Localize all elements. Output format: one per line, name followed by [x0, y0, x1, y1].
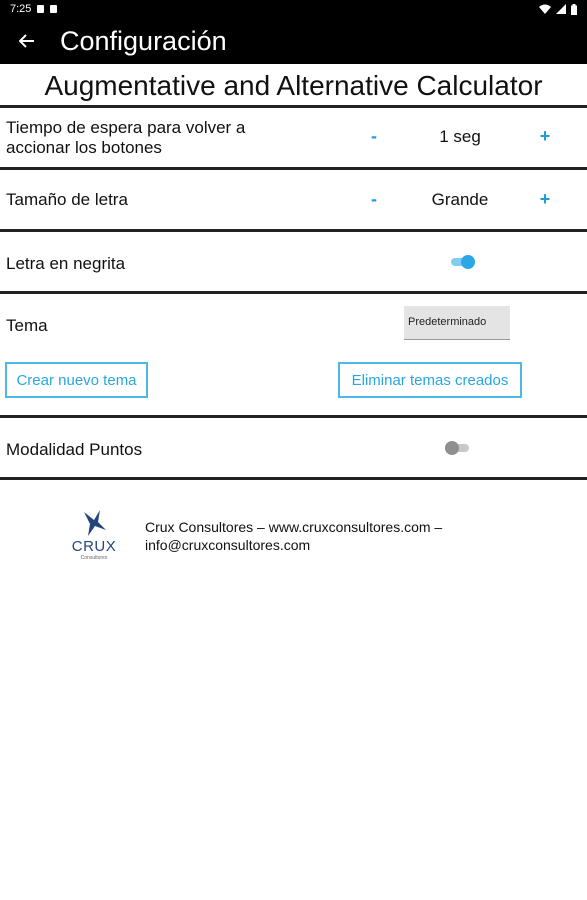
footer-line1: Crux Consultores – www.cruxconsultores.com –: [145, 519, 443, 535]
page-title: Augmentative and Alternative Calculator: [0, 64, 587, 108]
notification-icon: [37, 5, 44, 13]
sd-card-icon: [50, 5, 57, 13]
settings-page: [0, 64, 587, 480]
points-mode-toggle[interactable]: [445, 441, 469, 455]
crux-logo-text: CRUX: [71, 538, 117, 555]
crux-logo: [64, 508, 124, 560]
wait-time-value: 1 seg: [439, 127, 481, 146]
wait-time-label-line1: Tiempo de espera para volver a: [6, 118, 246, 137]
theme-label: Tema: [6, 316, 48, 335]
back-button[interactable]: [0, 18, 54, 64]
points-mode-label: Modalidad Puntos: [6, 440, 143, 459]
footer-line2: info@cruxconsultores.com: [145, 537, 311, 553]
crux-logo-subtext: Consultores: [80, 555, 108, 561]
font-size-decrease-button[interactable]: -: [371, 189, 377, 209]
delete-themes-button[interactable]: Eliminar temas creados: [338, 362, 522, 398]
wifi-icon: [539, 4, 551, 14]
wait-time-label: [6, 118, 245, 158]
font-size-label: Tamaño de letra: [6, 190, 128, 209]
app-bar: [0, 18, 587, 64]
footer-text: [145, 518, 475, 554]
status-time: 7:25: [10, 3, 32, 15]
app-title: Configuración: [60, 25, 227, 56]
signal-icon: [556, 4, 566, 14]
points-mode-toggle-thumb: [445, 441, 459, 455]
bold-toggle-thumb: [461, 255, 475, 269]
wait-time-label-line2: accionar los botones: [6, 138, 162, 157]
font-size-value: Grande: [431, 190, 489, 209]
battery-icon: [571, 4, 577, 15]
font-size-row: [0, 170, 587, 232]
footer: [0, 500, 587, 570]
wait-time-row: [0, 108, 587, 170]
create-theme-button[interactable]: Crear nuevo tema: [5, 362, 148, 398]
wait-time-increase-button[interactable]: +: [539, 126, 551, 146]
wait-time-decrease-button[interactable]: -: [371, 126, 377, 146]
theme-select[interactable]: Predeterminado: [404, 306, 510, 340]
status-bar: [0, 0, 587, 18]
bold-label: Letra en negrita: [6, 254, 126, 273]
font-size-increase-button[interactable]: +: [539, 189, 551, 209]
points-mode-row: [0, 418, 587, 480]
bold-toggle[interactable]: [451, 255, 475, 269]
bold-row: [0, 232, 587, 294]
crux-star-icon: [64, 508, 124, 538]
theme-row: [0, 294, 587, 418]
arrow-back-icon: [19, 34, 35, 48]
